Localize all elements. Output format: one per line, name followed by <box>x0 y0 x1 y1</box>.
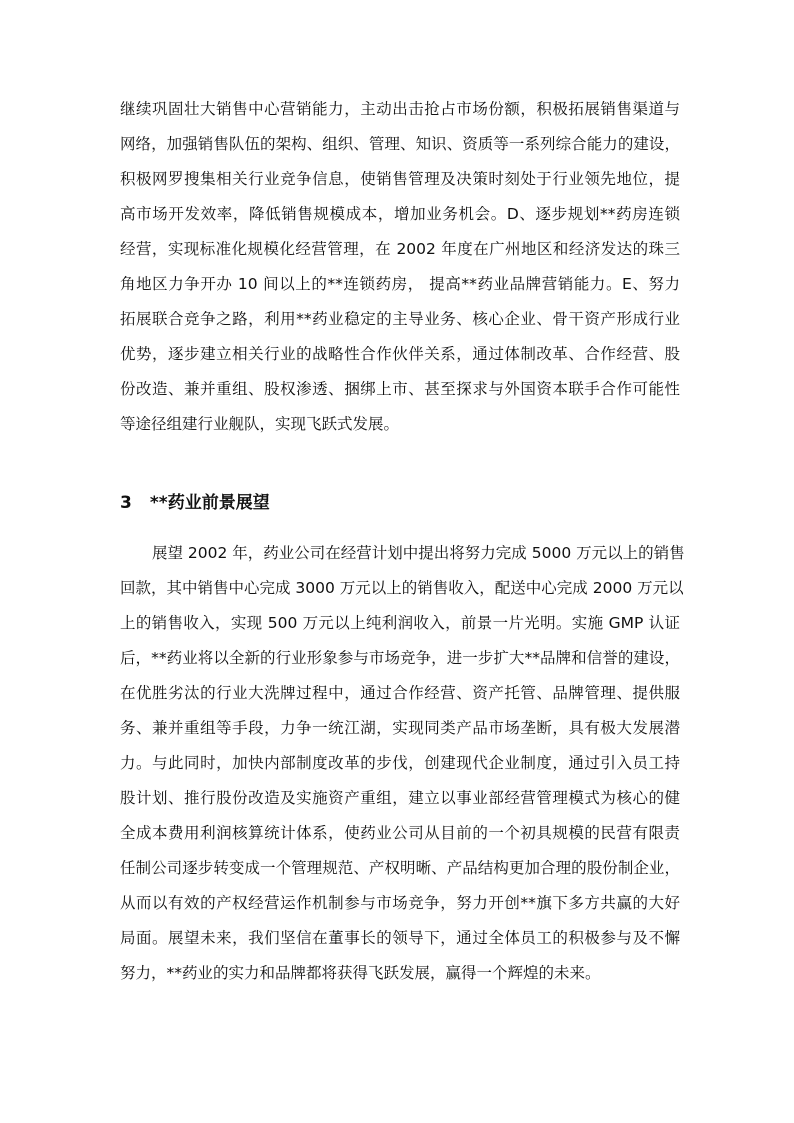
section-number: 3 <box>120 493 132 513</box>
paragraph-line: 上的销售收入，实现 500 万元以上纯利润收入，前景一片光明。实施 GMP 认证 <box>120 614 680 632</box>
paragraph-line: 展望 2002 年，药业公司在经营计划中提出将努力完成 5000 万元以上的销售 <box>152 544 685 562</box>
paragraph-line: 从而以有效的产权经营运作机制参与市场竞争，努力开创**旗下多方共赢的大好 <box>120 894 680 912</box>
paragraph-line: 积极网罗搜集相关行业竞争信息，使销售管理及决策时刻处于行业领先地位，提 <box>120 170 680 188</box>
paragraph-line: 等途径组建行业舰队，实现飞跃式发展。 <box>120 415 400 433</box>
paragraph-line: 努力，**药业的实力和品牌都将获得飞跃发展，赢得一个辉煌的未来。 <box>120 964 601 982</box>
paragraph-line: 任制公司逐步转变成一个管理规范、产权明晰、产品结构更加合理的股份制企业， <box>120 859 680 877</box>
body-paragraph-2 <box>120 536 685 991</box>
section-title: **药业前景展望 <box>149 493 270 513</box>
paragraph-line: 力。与此同时，加快内部制度改革的步伐，创建现代企业制度，通过引入员工持 <box>120 754 680 772</box>
paragraph-line: 网络，加强销售队伍的架构、组织、管理、知识、资质等一系列综合能力的建设， <box>120 135 680 153</box>
paragraph-line: 优势，逐步建立相关行业的战略性合作伙伴关系，通过体制改革、合作经营、股 <box>120 345 680 363</box>
paragraph-line: 股计划、推行股份改造及实施资产重组，建立以事业部经营管理模式为核心的健 <box>120 789 680 807</box>
paragraph-line: 继续巩固壮大销售中心营销能力，主动出击抢占市场份额，积极拓展销售渠道与 <box>120 100 680 118</box>
paragraph-line: 拓展联合竞争之路，利用**药业稳定的主导业务、核心企业、骨干资产形成行业 <box>120 310 680 328</box>
paragraph-line: 高市场开发效率，降低销售规模成本，增加业务机会。D、逐步规划**药房连锁 <box>120 205 680 223</box>
body-paragraph-1 <box>120 92 680 442</box>
paragraph-line: 份改造、兼并重组、股权渗透、捆绑上市、甚至探求与外国资本联手合作可能性 <box>120 380 680 398</box>
paragraph-line: 回款，其中销售中心完成 3000 万元以上的销售收入，配送中心完成 2000 万元以 <box>120 579 684 597</box>
paragraph-line: 务、兼并重组等手段，力争一统江湖，实现同类产品市场垄断，具有极大发展潜 <box>120 719 680 737</box>
paragraph-line: 后，**药业将以全新的行业形象参与市场竞争，进一步扩大**品牌和信誉的建设， <box>120 649 680 667</box>
paragraph-line: 局面。展望未来，我们坚信在董事长的领导下，通过全体员工的积极参与及不懈 <box>120 929 680 947</box>
section-heading <box>120 488 270 518</box>
paragraph-line: 经营，实现标准化规模化经营管理，在 2002 年度在广州地区和经济发达的珠三 <box>120 240 680 258</box>
paragraph-line: 角地区力争开办 10 间以上的**连锁药房， 提高**药业品牌营销能力。E、努力 <box>120 275 680 293</box>
paragraph-line: 全成本费用利润核算统计体系，使药业公司从目前的一个初具规模的民营有限责 <box>120 824 680 842</box>
paragraph-line: 在优胜劣汰的行业大洗牌过程中，通过合作经营、资产托管、品牌管理、提供服 <box>120 684 680 702</box>
